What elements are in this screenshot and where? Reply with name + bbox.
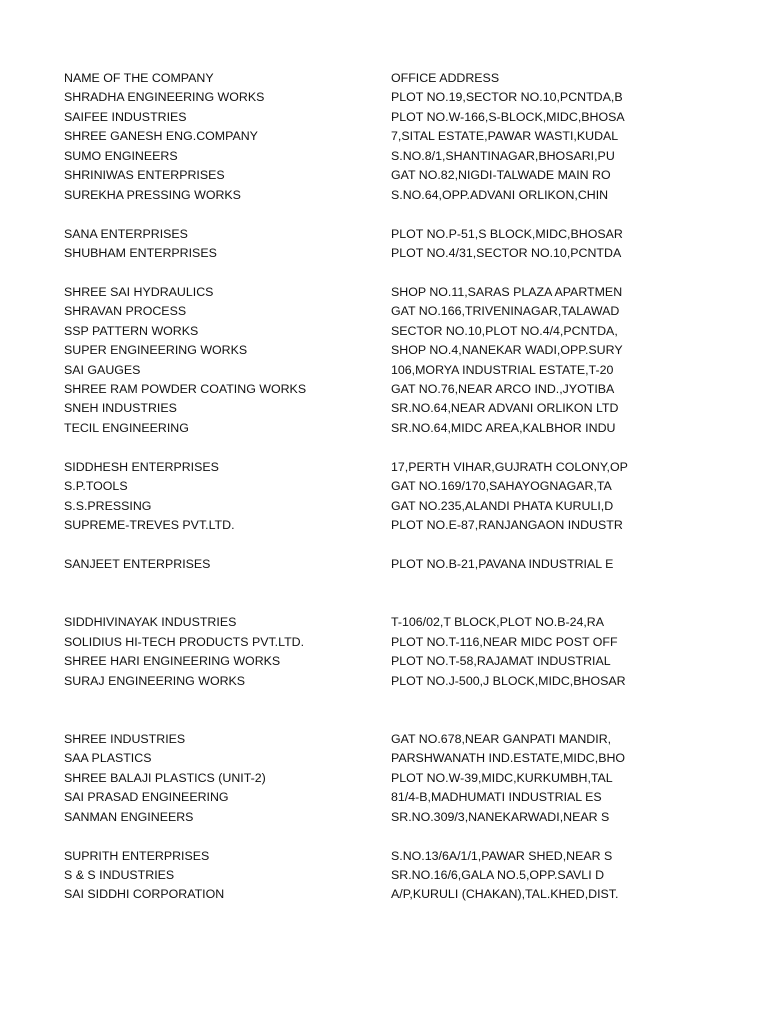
office-address-cell: SR.NO.64,NEAR ADVANI ORLIKON LTD: [391, 401, 619, 416]
company-name-cell: S.S.PRESSING: [64, 498, 152, 513]
office-address-cell: PLOT NO.W-166,S-BLOCK,MIDC,BHOSA: [391, 109, 625, 124]
company-name-cell: SHRINIWAS ENTERPRISES: [64, 168, 225, 183]
table-row: [64, 808, 610, 827]
office-address-cell: SECTOR NO.10,PLOT NO.4/4,PCNTDA,: [391, 323, 618, 338]
company-name-cell: SHREE BALAJI PLASTICS (UNIT-2): [64, 770, 266, 785]
office-address-cell: 7,SITAL ESTATE,PAWAR WASTI,KUDAL: [391, 129, 619, 144]
table-row: [64, 166, 611, 185]
company-name-cell: SHREE INDUSTRIES: [64, 731, 186, 746]
table-blank-row: [64, 827, 604, 846]
company-name-cell: SIDDHESH ENTERPRISES: [64, 459, 219, 474]
company-name-cell: SAI SIDDHI CORPORATION: [64, 887, 225, 902]
office-address-cell: SR.NO.309/3,NANEKARWADI,NEAR S: [391, 809, 610, 824]
office-address-cell: SHOP NO.11,SARAS PLAZA APARTMEN: [391, 284, 623, 299]
company-name-cell: SNEH INDUSTRIES: [64, 401, 177, 416]
office-address-cell: SHOP NO.4,NANEKAR WADI,OPP.SURY: [391, 343, 623, 358]
office-address-cell: PLOT NO.W-39,MIDC,KURKUMBH,TAL: [391, 770, 613, 785]
table-row: [64, 769, 613, 788]
table-row: [64, 283, 623, 302]
table-row: [64, 399, 619, 418]
table-row: [64, 652, 611, 671]
company-name-cell: SSP PATTERN WORKS: [64, 323, 199, 338]
company-name-cell: S.P.TOOLS: [64, 479, 128, 494]
table-body: [64, 88, 628, 904]
company-name-cell: SHREE SAI HYDRAULICS: [64, 284, 214, 299]
company-name-cell: SOLIDIUS HI-TECH PRODUCTS PVT.LTD.: [64, 634, 305, 649]
table-row: [64, 866, 604, 885]
table-blank-row: [64, 205, 604, 224]
table-row: [64, 847, 613, 866]
table-row: [64, 302, 620, 321]
office-address-cell: A/P,KURULI (CHAKAN),TAL.KHED,DIST.: [391, 887, 619, 902]
company-name-cell: SUPREME-TREVES PVT.LTD.: [64, 518, 235, 533]
table-row: [64, 186, 609, 205]
office-address-cell: GAT NO.166,TRIVENINAGAR,TALAWAD: [391, 304, 620, 319]
company-name-cell: SIDDHIVINAYAK INDUSTRIES: [64, 615, 237, 630]
table-blank-row: [64, 691, 604, 710]
table-row: [64, 127, 619, 146]
company-name-cell: SUPER ENGINEERING WORKS: [64, 343, 248, 358]
company-name-cell: SHREE GANESH ENG.COMPANY: [64, 129, 258, 144]
office-address-cell: S.NO.64,OPP.ADVANI ORLIKON,CHIN: [391, 187, 609, 202]
table-row: [64, 225, 623, 244]
office-address-cell: GAT NO.82,NIGDI-TALWADE MAIN RO: [391, 168, 611, 183]
office-address-cell: GAT NO.678,NEAR GANPATI MANDIR,: [391, 731, 612, 746]
office-address-cell: PLOT NO.P-51,S BLOCK,MIDC,BHOSAR: [391, 226, 623, 241]
office-address-cell: PLOT NO.T-116,NEAR MIDC POST OFF: [391, 634, 618, 649]
company-name-cell: SAI PRASAD ENGINEERING: [64, 790, 229, 805]
table-row: [64, 516, 623, 535]
office-address-cell: PLOT NO.B-21,PAVANA INDUSTRIAL E: [391, 556, 614, 571]
office-address-cell: 81/4-B,MADHUMATI INDUSTRIAL ES: [391, 790, 602, 805]
table-row: [64, 108, 625, 127]
table-row: [64, 419, 616, 438]
office-address-cell: S.NO.13/6A/1/1,PAWAR SHED,NEAR S: [391, 848, 613, 863]
company-table: [64, 69, 628, 905]
company-name-cell: SAA PLASTICS: [64, 751, 152, 766]
table-row: [64, 88, 623, 107]
table-blank-row: [64, 594, 604, 613]
table-blank-row: [64, 536, 604, 555]
table-row: [64, 749, 626, 768]
company-name-cell: S & S INDUSTRIES: [64, 867, 175, 882]
table-row: [64, 361, 614, 380]
table-row: [64, 788, 604, 807]
office-address-cell: S.NO.8/1,SHANTINAGAR,BHOSARI,PU: [391, 148, 615, 163]
company-name-cell: SUPRITH ENTERPRISES: [64, 848, 210, 863]
company-name-cell: SHRAVAN PROCESS: [64, 304, 187, 319]
company-name-cell: SANA ENTERPRISES: [64, 226, 188, 241]
table-header-row: [64, 69, 604, 88]
office-address-cell: PLOT NO.19,SECTOR NO.10,PCNTDA,B: [391, 90, 623, 105]
company-name-cell: SHREE HARI ENGINEERING WORKS: [64, 654, 281, 669]
company-name-cell: SANMAN ENGINEERS: [64, 809, 194, 824]
company-name-cell: SHUBHAM ENTERPRISES: [64, 245, 217, 260]
company-name-cell: SANJEET ENTERPRISES: [64, 556, 211, 571]
table-blank-row: [64, 438, 604, 457]
office-address-cell: SR.NO.16/6,GALA NO.5,OPP.SAVLI D: [391, 867, 605, 882]
table-row: [64, 497, 614, 516]
office-address-cell: PLOT NO.E-87,RANJANGAON INDUSTR: [391, 518, 623, 533]
table-row: [64, 477, 612, 496]
office-address-cell: PLOT NO.J-500,J BLOCK,MIDC,BHOSAR: [391, 673, 626, 688]
table-row: [64, 147, 615, 166]
office-address-cell: 17,PERTH VIHAR,GUJRATH COLONY,OP: [391, 459, 628, 474]
company-name-cell: SHREE RAM POWDER COATING WORKS: [64, 382, 307, 396]
table-row: [64, 633, 618, 652]
office-address-cell: 106,MORYA INDUSTRIAL ESTATE,T-20: [391, 362, 614, 377]
column-header-company-name: NAME OF THE COMPANY: [64, 71, 214, 85]
office-address-cell: PLOT NO.T-58,RAJAMAT INDUSTRIAL: [391, 654, 611, 669]
company-name-cell: SUREKHA PRESSING WORKS: [64, 187, 241, 202]
table-row: [64, 613, 604, 632]
column-header-office-address: OFFICE ADDRESS: [391, 71, 500, 85]
table-row: [64, 730, 612, 749]
office-address-cell: SR.NO.64,MIDC AREA,KALBHOR INDU: [391, 420, 616, 435]
table-row: [64, 244, 622, 263]
office-address-cell: GAT NO.235,ALANDI PHATA KURULI,D: [391, 498, 614, 513]
company-name-cell: SURAJ ENGINEERING WORKS: [64, 673, 246, 688]
table-row: [64, 672, 626, 691]
office-address-cell: PARSHWANATH IND.ESTATE,MIDC,BHO: [391, 751, 626, 766]
table-row: [64, 341, 623, 360]
office-address-cell: GAT NO.169/170,SAHAYOGNAGAR,TA: [391, 479, 612, 494]
table-row: [64, 885, 619, 904]
office-address-cell: GAT NO.76,NEAR ARCO IND.,JYOTIBA: [391, 382, 615, 396]
company-name-cell: SAIFEE INDUSTRIES: [64, 109, 187, 124]
company-name-cell: SUMO ENGINEERS: [64, 148, 178, 163]
table-row: [64, 458, 628, 477]
table-blank-row: [64, 710, 604, 729]
table-row: [64, 380, 615, 399]
office-address-cell: T-106/02,T BLOCK,PLOT NO.B-24,RA: [391, 615, 605, 630]
table-row: [64, 322, 618, 341]
table-blank-row: [64, 574, 604, 593]
table-row: [64, 555, 614, 574]
company-name-cell: TECIL ENGINEERING: [64, 420, 189, 435]
table-blank-row: [64, 263, 604, 282]
office-address-cell: PLOT NO.4/31,SECTOR NO.10,PCNTDA: [391, 245, 622, 260]
company-name-cell: SHRADHA ENGINEERING WORKS: [64, 90, 265, 105]
company-name-cell: SAI GAUGES: [64, 362, 141, 377]
